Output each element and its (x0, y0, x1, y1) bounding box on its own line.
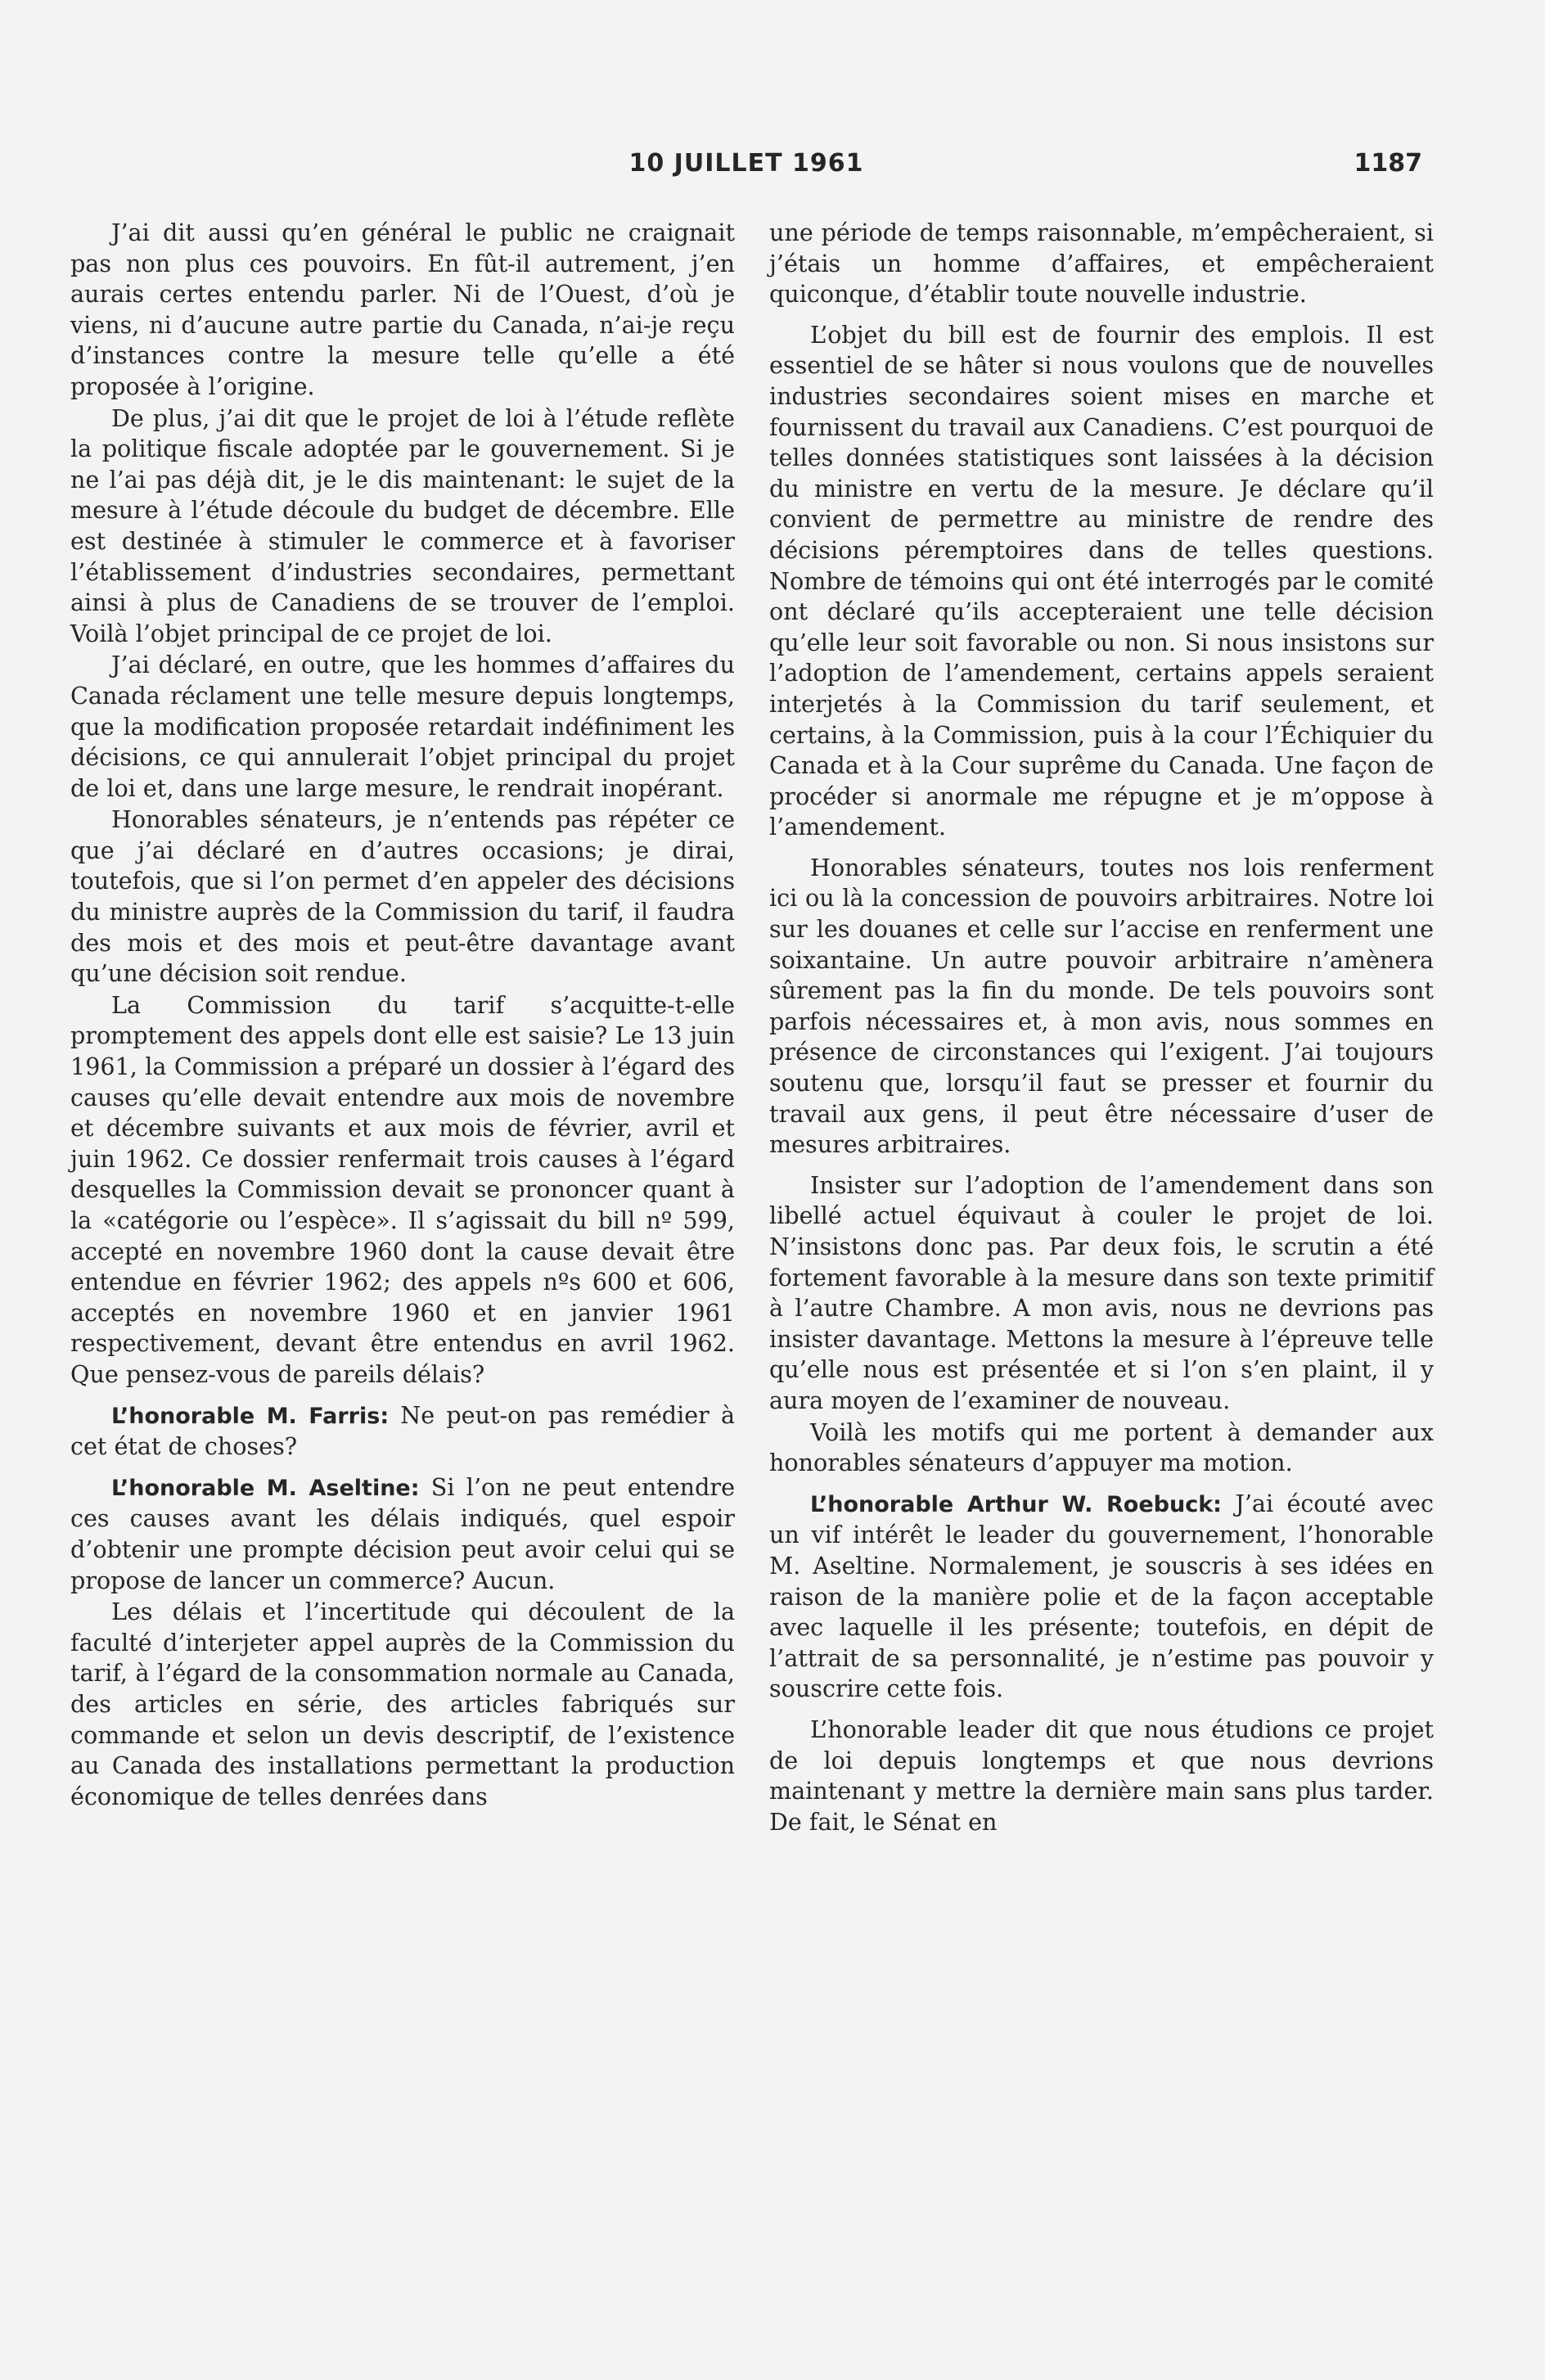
paragraph: Voilà les motifs qui me portent à demander aux honorables sénateurs d’appuyer ma motion. (769, 1418, 1434, 1477)
header-date: 10 JUILLET 1961 (628, 149, 864, 178)
page-header (70, 146, 1422, 183)
paragraph: L’objet du bill est de fournir des emplois. Il est essentiel de se hâter si nous voulons que de nouvelles industries secondaires soient mises en marche et fournissent du travail aux Canadiens. C’est pourquoi de telles données statistiques sont laissées à la décision du ministre en vertu de la mesure. Je déclare qu’il convient de permettre au ministre de rendre des décisions péremptoires dans de telles questions. Nombre de témoins qui ont été interrogés par le comité ont déclaré qu’ils accepteraient une telle décision qu’elle leur soit favorable ou non. Si nous insistons sur l’adoption de l’amendement, certains appels seraient interjetés à la Commission du tarif seulement, et certains, à la Commission, puis à la cour l’Échiquier du Canada et à la Cour suprême du Canada. Une façon de procéder si anormale me répugne et je m’oppose à l’amendement. (769, 320, 1434, 841)
paragraph: Honorables sénateurs, toutes nos lois renferment ici ou là la concession de pouvoirs arbitraires. Notre loi sur les douanes et celle sur l’accise en renferment une soixantaine. Un autre pouvoir arbitraire n’amènera sûrement pas la fin du monde. De tels pouvoirs sont parfois nécessaires et, à mon avis, nous sommes en présence de circonstances qui l’exigent. J’ai toujours soutenu que, lorsqu’il faut se presser et fournir du travail aux gens, il peut être nécessaire d’user de mesures arbitraires. (769, 853, 1434, 1159)
right-column (769, 218, 1434, 1838)
paragraph: J’ai dit aussi qu’en général le public ne craignait pas non plus ces pouvoirs. En fût-il autrement, j’en aurais certes entendu parler. Ni de l’Ouest, d’où je viens, ni d’aucune autre partie du Canada, n’ai-je reçu d’instances contre la mesure telle qu’elle a été proposée à l’origine. (70, 219, 735, 400)
paragraph: Les délais et l’incertitude qui découlent de la faculté d’interjeter appel auprès de la Commission du tarif, à l’égard de la consommation normale au Canada, des articles en série, des articles fabriqués sur commande et selon un devis descriptif, de l’existence au Canada des installations permettant la production économique de telles denrées dans (70, 1598, 735, 1810)
speaker-name: L’honorable M. Aseltine: (111, 1475, 420, 1501)
paragraph: L’honorable leader dit que nous étudions ce projet de loi depuis longtemps et que nous devrions maintenant y mettre la dernière main sans plus tarder. De fait, le Sénat en (769, 1715, 1434, 1836)
left-column (70, 218, 735, 1813)
paragraph-continued: une période de temps raisonnable, m’empêcheraient, si j’étais un homme d’affaires, et empêcheraient quiconque, d’établir toute nouvelle industrie. (769, 219, 1434, 309)
paragraph: La Commission du tarif s’acquitte-t-elle promptement des appels dont elle est saisie? Le 13 juin 1961, la Commission a préparé un dossier à l’égard des causes qu’elle devait entendre aux mois de novembre et décembre suivants et aux mois de février, avril et juin 1962. Ce dossier renfermait trois causes à l’égard desquelles la Commission devait se prononcer quant à la «catégorie ou l’espèce». Il s’agissait du bill nº 599, accepté en novembre 1960 dont la cause devait être entendue en février 1962; des appels nºs 600 et 606, acceptés en novembre 1960 et en janvier 1961 respectivement, devant être entendus en avril 1962. Que pensez-vous de pareils délais? (70, 990, 735, 1388)
paragraph: Insister sur l’adoption de l’amendement dans son libellé actuel équivaut à couler le projet de loi. N’insistons donc pas. Par deux fois, le scrutin a été fortement favorable à la mesure dans son texte primitif à l’autre Chambre. A mon avis, nous ne devrions pas insister davantage. Mettons la mesure à l’épreuve telle qu’elle nous est présentée et si l’on s’en plaint, il y aura moyen de l’examiner de nouveau. (769, 1170, 1434, 1414)
page-number: 1187 (1354, 149, 1422, 178)
speech-text: Ne peut-on pas remédier à cet état de choses? (70, 1400, 735, 1461)
speech-aseltine (70, 1472, 735, 1596)
speech-text: Si l’on ne peut entendre ces causes avant les délais indiqués, quel espoir d’obtenir une prompte décision peut avoir celui qui se propose de lancer un commerce? Aucun. (70, 1472, 735, 1594)
speaker-name: L’honorable M. Farris: (111, 1403, 390, 1429)
speech-roebuck (769, 1489, 1434, 1705)
speech-text: J’ai écouté avec un vif intérêt le leader du gouvernement, l’honorable M. Aseltine. Normalement, je souscris à ses idées en raison de la manière polie et de la façon acceptable avec laquelle il les présente; toutefois, en dépit de l’attrait de sa personnalité, je n’estime pas pouvoir y souscrire cette fois. (769, 1489, 1434, 1703)
speaker-name: L’honorable Arthur W. Roebuck: (810, 1491, 1222, 1517)
paragraph: De plus, j’ai dit que le projet de loi à l’étude reflète la politique fiscale adoptée par le gouvernement. Si je ne l’ai pas déjà dit, je le dis maintenant: le sujet de la mesure à l’étude découle du budget de décembre. Elle est destinée à stimuler le commerce et à favoriser l’établissement d’industries secondaires, permettant ainsi à plus de Canadiens de se trouver de l’emploi. Voilà l’objet principal de ce projet de loi. (70, 403, 735, 647)
speech-farris (70, 1400, 735, 1463)
paragraph: Honorables sénateurs, je n’entends pas répéter ce que j’ai déclaré en d’autres occasions; je dirai, toutefois, que si l’on permet d’en appeler des décisions du ministre auprès de la Commission du tarif, il faudra des mois et des mois et peut-être davantage avant qu’une décision soit rendue. (70, 805, 735, 988)
paragraph: J’ai déclaré, en outre, que les hommes d’affaires du Canada réclament une telle mesure depuis longtemps, que la modification proposée retardait indéfiniment les décisions, ce qui annulerait l’objet principal du projet de loi et, dans une large mesure, le rendrait inopérant. (70, 651, 735, 802)
